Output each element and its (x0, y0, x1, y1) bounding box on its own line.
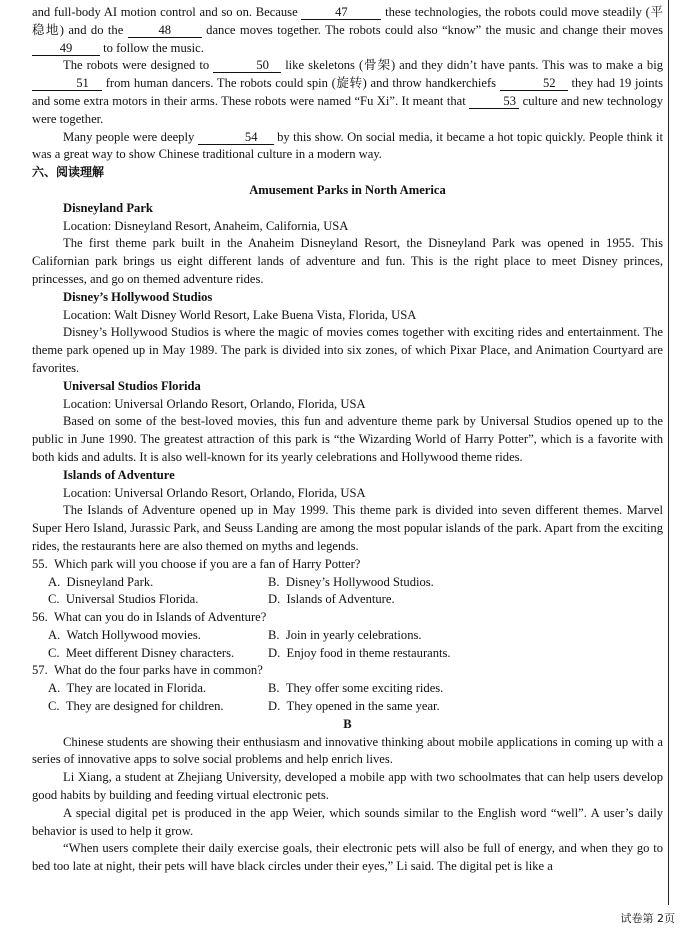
park-islands-of-adventure (32, 467, 663, 556)
passage-b-label: B (343, 716, 352, 731)
blank-48: 48 (128, 23, 202, 38)
park-location: Location: Universal Orlando Resort, Orlando, Florida, USA (63, 485, 366, 500)
blank-51: 51 (32, 76, 102, 91)
section-title: 六、阅读理解 (32, 165, 105, 180)
park-name: Disney’s Hollywood Studios (63, 289, 213, 304)
park-location: Location: Universal Orlando Resort, Orlando, Florida, USA (63, 396, 366, 411)
option-a: A. Disneyland Park. (48, 574, 154, 589)
option-d: D. Enjoy food in theme restaurants. (268, 645, 451, 660)
cloze-paragraph-1: and full-body AI motion control and so on. Because 47 these technologies, the robots could move steadily (平稳地) and do the 48 dance moves together. The robots could also “know” the music and change their moves 49 to follow the music. (32, 5, 663, 55)
blank-50: 50 (213, 58, 281, 73)
page-footer: 试卷第 2页 (620, 912, 675, 925)
cloze-paragraph-3: Many people were deeply 54 by this show. On social media, it became a hot topic quickly. People think it was a great way to show Chinese traditional culture in a modern way. (32, 129, 663, 162)
question-57 (32, 662, 663, 715)
blank-52: 52 (500, 76, 568, 91)
park-universal-studios (32, 378, 663, 467)
question-stem: 55. Which park will you choose if you are a fan of Harry Potter? (32, 556, 361, 571)
passage-b-paragraph: Chinese students are showing their enthusiasm and innovative thinking about mobile applications in coming up with a series of innovative apps to solve social problems and help enrich lives. (32, 734, 663, 767)
park-hollywood-studios (32, 289, 663, 378)
park-description: The first theme park built in the Anaheim Disneyland Resort, the Disneyland Park was opened in 1955. This Californian park brings us eight different lands of adventure and fun. This is the right place to meet Disney princes, princesses, and go on themed adventure rides. (32, 236, 663, 286)
park-name: Disneyland Park (63, 200, 153, 215)
passage-b-paragraph: “When users complete their daily exercise goals, their electronic pets will also be full of energy, and when they go to bed too late at night, their pets will have black circles under their eyes,” Li said. The digital pet is like a (32, 841, 663, 874)
option-b: B. Join in yearly celebrations. (268, 627, 422, 642)
option-b: B. Disney’s Hollywood Studios. (268, 574, 434, 589)
option-d: D. They opened in the same year. (268, 699, 440, 714)
park-disneyland (32, 200, 663, 289)
park-location: Location: Walt Disney World Resort, Lake Buena Vista, Florida, USA (63, 307, 417, 322)
passage-b (32, 716, 663, 876)
blank-49: 49 (32, 41, 100, 56)
option-c: C. Universal Studios Florida. (48, 592, 199, 607)
page-margin-rule (668, 0, 669, 905)
question-56 (32, 609, 663, 662)
option-a: A. Watch Hollywood movies. (48, 627, 201, 642)
passage-a (32, 182, 663, 716)
blank-54: 54 (198, 130, 274, 145)
question-55 (32, 556, 663, 609)
question-stem: 57. What do the four parks have in common? (32, 663, 263, 678)
option-a: A. They are located in Florida. (48, 681, 207, 696)
blank-53: 53 (469, 94, 519, 109)
option-d: D. Islands of Adventure. (268, 592, 395, 607)
passage-a-title: Amusement Parks in North America (249, 182, 446, 197)
cloze-paragraph-2: The robots were designed to 50 like skeletons (骨架) and they didn’t have pants. This was to make a big 51 from human dancers. The robots could spin (旋转) and throw handkerchiefs 52 they had 19 joints and some extra motors in their arms. These robots were named “Fu Xi”. It meant that 53 culture and new technology were together. (32, 58, 663, 126)
park-description: Disney’s Hollywood Studios is where the magic of movies comes together with exciting rides and entertainment. The theme park opened up in May 1989. The park is divided into six zones, of which Pixar Place, and Animation Courtyard are favorites. (32, 325, 663, 375)
park-description: Based on some of the best-loved movies, this fun and adventure theme park by Universal Studios opened up to the public in June 1990. The greatest attraction of this park is “the Wizarding World of Harry Potter”, which is a favorite with both kids and adults. It is also well-known for its yearly celebrations and Hollywood theme rides. (32, 414, 663, 464)
blank-47: 47 (301, 5, 381, 20)
option-b: B. They offer some exciting rides. (268, 681, 444, 696)
exam-page (32, 4, 663, 876)
park-name: Universal Studios Florida (63, 378, 201, 393)
park-description: The Islands of Adventure opened up in May 1999. This theme park is divided into seven different themes. Marvel Super Hero Island, Jurassic Park, and Seuss Landing are among the most popular islands of the park. Apart from the exciting rides, the restaurants here are also themed on myths and legends. (32, 503, 663, 553)
option-c: C. They are designed for children. (48, 699, 224, 714)
park-name: Islands of Adventure (63, 467, 175, 482)
question-stem: 56. What can you do in Islands of Adventure? (32, 610, 267, 625)
cloze-passage (32, 4, 663, 164)
park-location: Location: Disneyland Resort, Anaheim, California, USA (63, 218, 349, 233)
passage-b-paragraph: Li Xiang, a student at Zhejiang University, developed a mobile app with two schoolmates that can help users develop good habits by building and feeding virtual electronic pets. (32, 770, 663, 803)
passage-b-paragraph: A special digital pet is produced in the app Weier, which sounds similar to the English word “well”. A user’s daily behavior is used to help it grow. (32, 805, 663, 838)
option-c: C. Meet different Disney characters. (48, 645, 235, 660)
